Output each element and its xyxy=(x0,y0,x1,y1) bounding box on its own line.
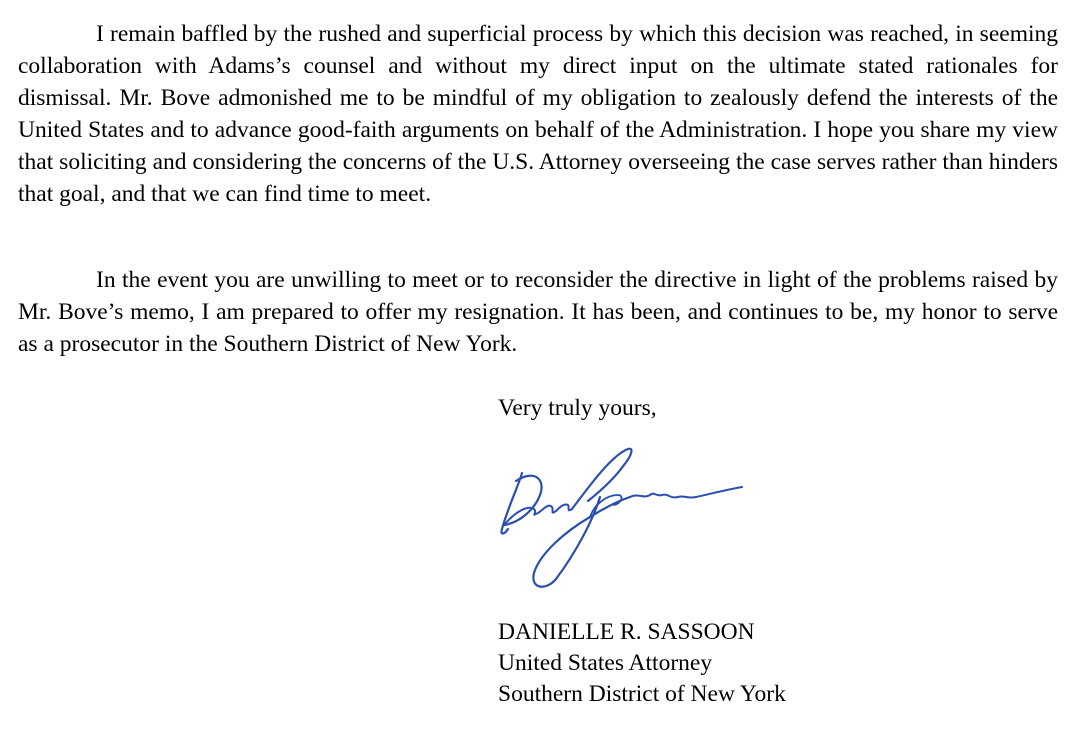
signer-name: DANIELLE R. SASSOON xyxy=(498,619,755,645)
signature-block xyxy=(498,617,786,710)
handwritten-signature xyxy=(494,445,754,595)
body-paragraph-2: In the event you are unwilling to meet or to reconsider the directive in light of the problems raised by Mr. Bove’s memo, I am prepared to offer my resignation. It has been, and continues to be, my honor to serve as a prosecutor in the Southern District of New York. xyxy=(18,267,1058,357)
body-paragraph-1: I remain baffled by the rushed and superficial process by which this decision was reached, in seeming collaboration with Adams’s counsel and without my direct input on the ultimate stated rationales for dismissal. Mr. Bove admonished me to be mindful of my obligation to zealously defend the interests of the United States and to advance good-faith arguments on behalf of the Administration. I hope you share my view that soliciting and considering the concerns of the U.S. Attorney overseeing the case serves rather than hinders that goal, and that we can find time to meet. xyxy=(18,21,1058,207)
closing-salutation: Very truly yours, xyxy=(498,395,657,421)
signer-title: United States Attorney xyxy=(498,650,713,676)
signer-office: Southern District of New York xyxy=(498,681,786,707)
